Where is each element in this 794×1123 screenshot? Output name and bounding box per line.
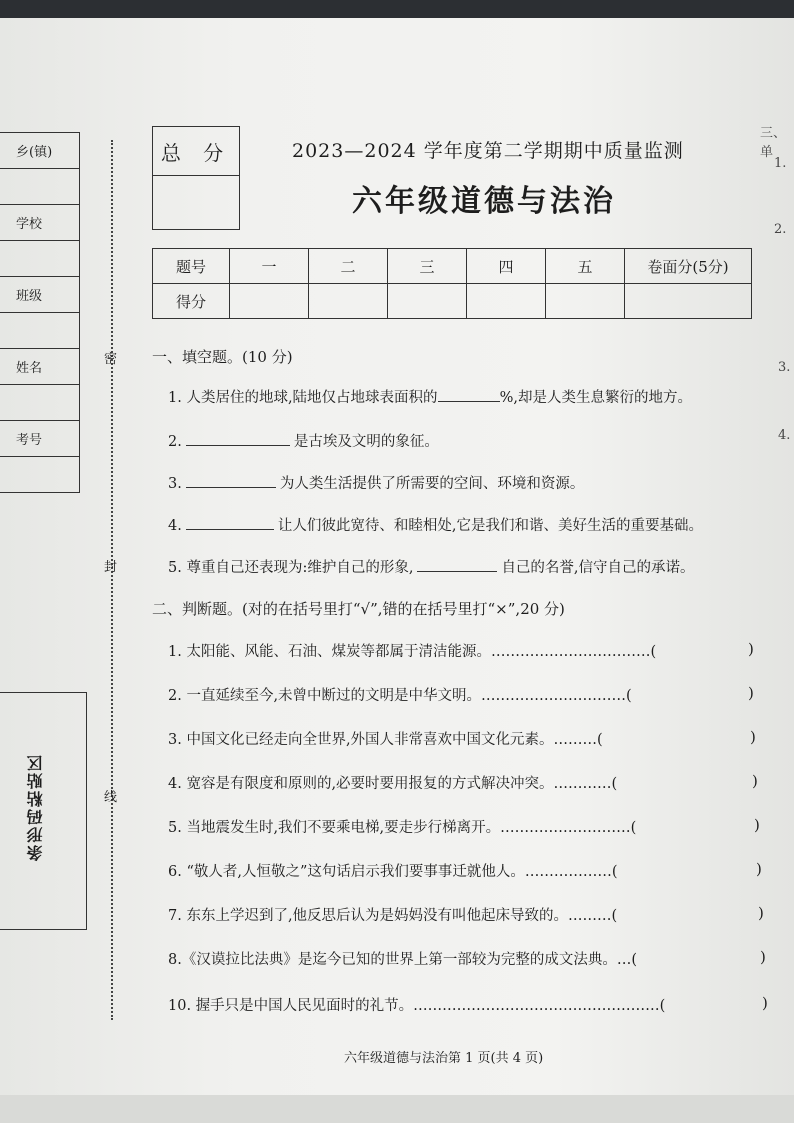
- exam-subtitle: 2023—2024 学年度第二学期期中质量监测: [292, 140, 684, 162]
- right-page-number: 3.: [778, 360, 791, 375]
- answer-blank[interactable]: [438, 387, 500, 402]
- score-table-cell: 四: [467, 249, 546, 284]
- score-table-cell: [230, 284, 309, 319]
- judge-item-8: 8.《汉谟拉比法典》是迄今已知的世界上第一部较为完整的成文法典。…(: [168, 952, 637, 968]
- fill-item-4: [168, 514, 703, 535]
- score-table-cell: 二: [309, 249, 388, 284]
- field-town-blank: [0, 169, 79, 205]
- score-table-score-row: [153, 284, 752, 319]
- score-table-cell: 一: [230, 249, 309, 284]
- answer-paren-close[interactable]: ): [762, 994, 768, 1012]
- fill-item-text: 让人们彼此宽待、和睦相处,它是我们和谐、美好生活的重要基础。: [277, 518, 703, 534]
- judge-item-4: 4. 宽容是有限度和原则的,必要时要用报复的方式解决冲突。…………(: [168, 776, 618, 792]
- answer-paren-close[interactable]: ): [754, 816, 760, 834]
- student-info-table: [0, 132, 80, 493]
- answer-paren-close[interactable]: ): [748, 684, 754, 702]
- barcode-area: [0, 692, 87, 930]
- answer-paren-close[interactable]: ): [748, 640, 754, 658]
- fill-item-text: 4.: [168, 518, 182, 534]
- field-school: 学校: [0, 205, 79, 241]
- fill-item-5: [168, 556, 695, 577]
- fill-item-text: 1. 人类居住的地球,陆地仅占地球表面积的: [168, 390, 438, 406]
- answer-paren-close[interactable]: ): [750, 728, 756, 746]
- answer-blank[interactable]: [417, 557, 497, 572]
- fill-item-1: [168, 386, 692, 407]
- fill-item-text: 5. 尊重自己还表现为:维护自己的形象,: [168, 560, 414, 576]
- seal-char-xian: 线: [104, 790, 118, 805]
- score-table-cell: 三: [388, 249, 467, 284]
- answer-paren-close[interactable]: ): [752, 772, 758, 790]
- score-table-cell: 五: [546, 249, 625, 284]
- fill-item-text: 3.: [168, 476, 182, 492]
- fill-item-text: 2.: [168, 434, 182, 450]
- score-table: [152, 248, 752, 319]
- answer-blank[interactable]: [186, 515, 274, 530]
- fill-item-text: 是古埃及文明的象征。: [293, 434, 439, 450]
- top-dark-band: [0, 0, 794, 18]
- fill-item-3: [168, 472, 584, 493]
- total-score-box: [152, 126, 240, 230]
- fill-item-text: %,却是人类生息繁衍的地方。: [499, 390, 692, 406]
- judge-item-1: 1. 太阳能、风能、石油、煤炭等都属于清洁能源。……………………………(: [168, 644, 657, 660]
- seal-line: [111, 140, 113, 1020]
- right-page-number: 4.: [778, 428, 791, 443]
- field-exam-number-blank: [0, 457, 79, 493]
- field-exam-number: 考号: [0, 421, 79, 457]
- right-page-number: 2.: [774, 222, 787, 237]
- right-page-number: 1.: [774, 156, 787, 171]
- fill-item-text: 自己的名誉,信守自己的承诺。: [501, 560, 695, 576]
- field-name-blank: [0, 385, 79, 421]
- page-footer: 六年级道德与法治第 1 页(共 4 页): [344, 1051, 544, 1066]
- field-class: 班级: [0, 277, 79, 313]
- score-table-cell: 卷面分(5分): [625, 249, 752, 284]
- seal-char-mi: 密: [104, 352, 118, 367]
- score-table-cell: [309, 284, 388, 319]
- answer-paren-close[interactable]: ): [756, 860, 762, 878]
- score-table-cell: 得分: [153, 284, 230, 319]
- score-table-cell: [388, 284, 467, 319]
- exam-title: 六年级道德与法治: [352, 184, 616, 219]
- answer-blank[interactable]: [186, 431, 290, 446]
- fill-item-2: [168, 430, 439, 451]
- judge-item-7: 7. 东东上学迟到了,他反思后认为是妈妈没有叫他起床导致的。………(: [168, 908, 618, 924]
- total-score-label: 总 分: [153, 127, 239, 176]
- seal-char-feng: 封: [104, 560, 118, 575]
- score-table-header-row: [153, 249, 752, 284]
- judge-item-6: 6. “敬人者,人恒敬之”这句话启示我们要事事迁就他人。………………(: [168, 864, 618, 880]
- judge-item-5: 5. 当地震发生时,我们不要乘电梯,要走步行梯离开。………………………(: [168, 820, 637, 836]
- bottom-band: [0, 1095, 794, 1123]
- field-school-blank: [0, 241, 79, 277]
- judge-item-3: 3. 中国文化已经走向全世界,外国人非常喜欢中国文化元素。………(: [168, 732, 603, 748]
- score-table-cell: [467, 284, 546, 319]
- answer-paren-close[interactable]: ): [760, 948, 766, 966]
- field-class-blank: [0, 313, 79, 349]
- field-name: 姓名: [0, 349, 79, 385]
- answer-paren-close[interactable]: ): [758, 904, 764, 922]
- judge-item-10: 10. 握手只是中国人民见面时的礼节。……………………………………………(: [168, 998, 666, 1014]
- field-town: 乡(镇): [0, 133, 79, 169]
- score-table-cell: [546, 284, 625, 319]
- right-page-section-heading: 三、单: [760, 126, 787, 160]
- score-table-cell: 题号: [153, 249, 230, 284]
- section1-heading: 一、填空题。(10 分): [152, 348, 293, 366]
- section2-heading: 二、判断题。(对的在括号里打“√”,错的在括号里打“×”,20 分): [152, 600, 565, 618]
- fill-item-text: 为人类生活提供了所需要的空间、环境和资源。: [279, 476, 585, 492]
- answer-blank[interactable]: [186, 473, 276, 488]
- barcode-label: 条形码粘贴区: [26, 753, 45, 861]
- judge-item-2: 2. 一直延续至今,未曾中断过的文明是中华文明。…………………………(: [168, 688, 632, 704]
- score-table-cell: [625, 284, 752, 319]
